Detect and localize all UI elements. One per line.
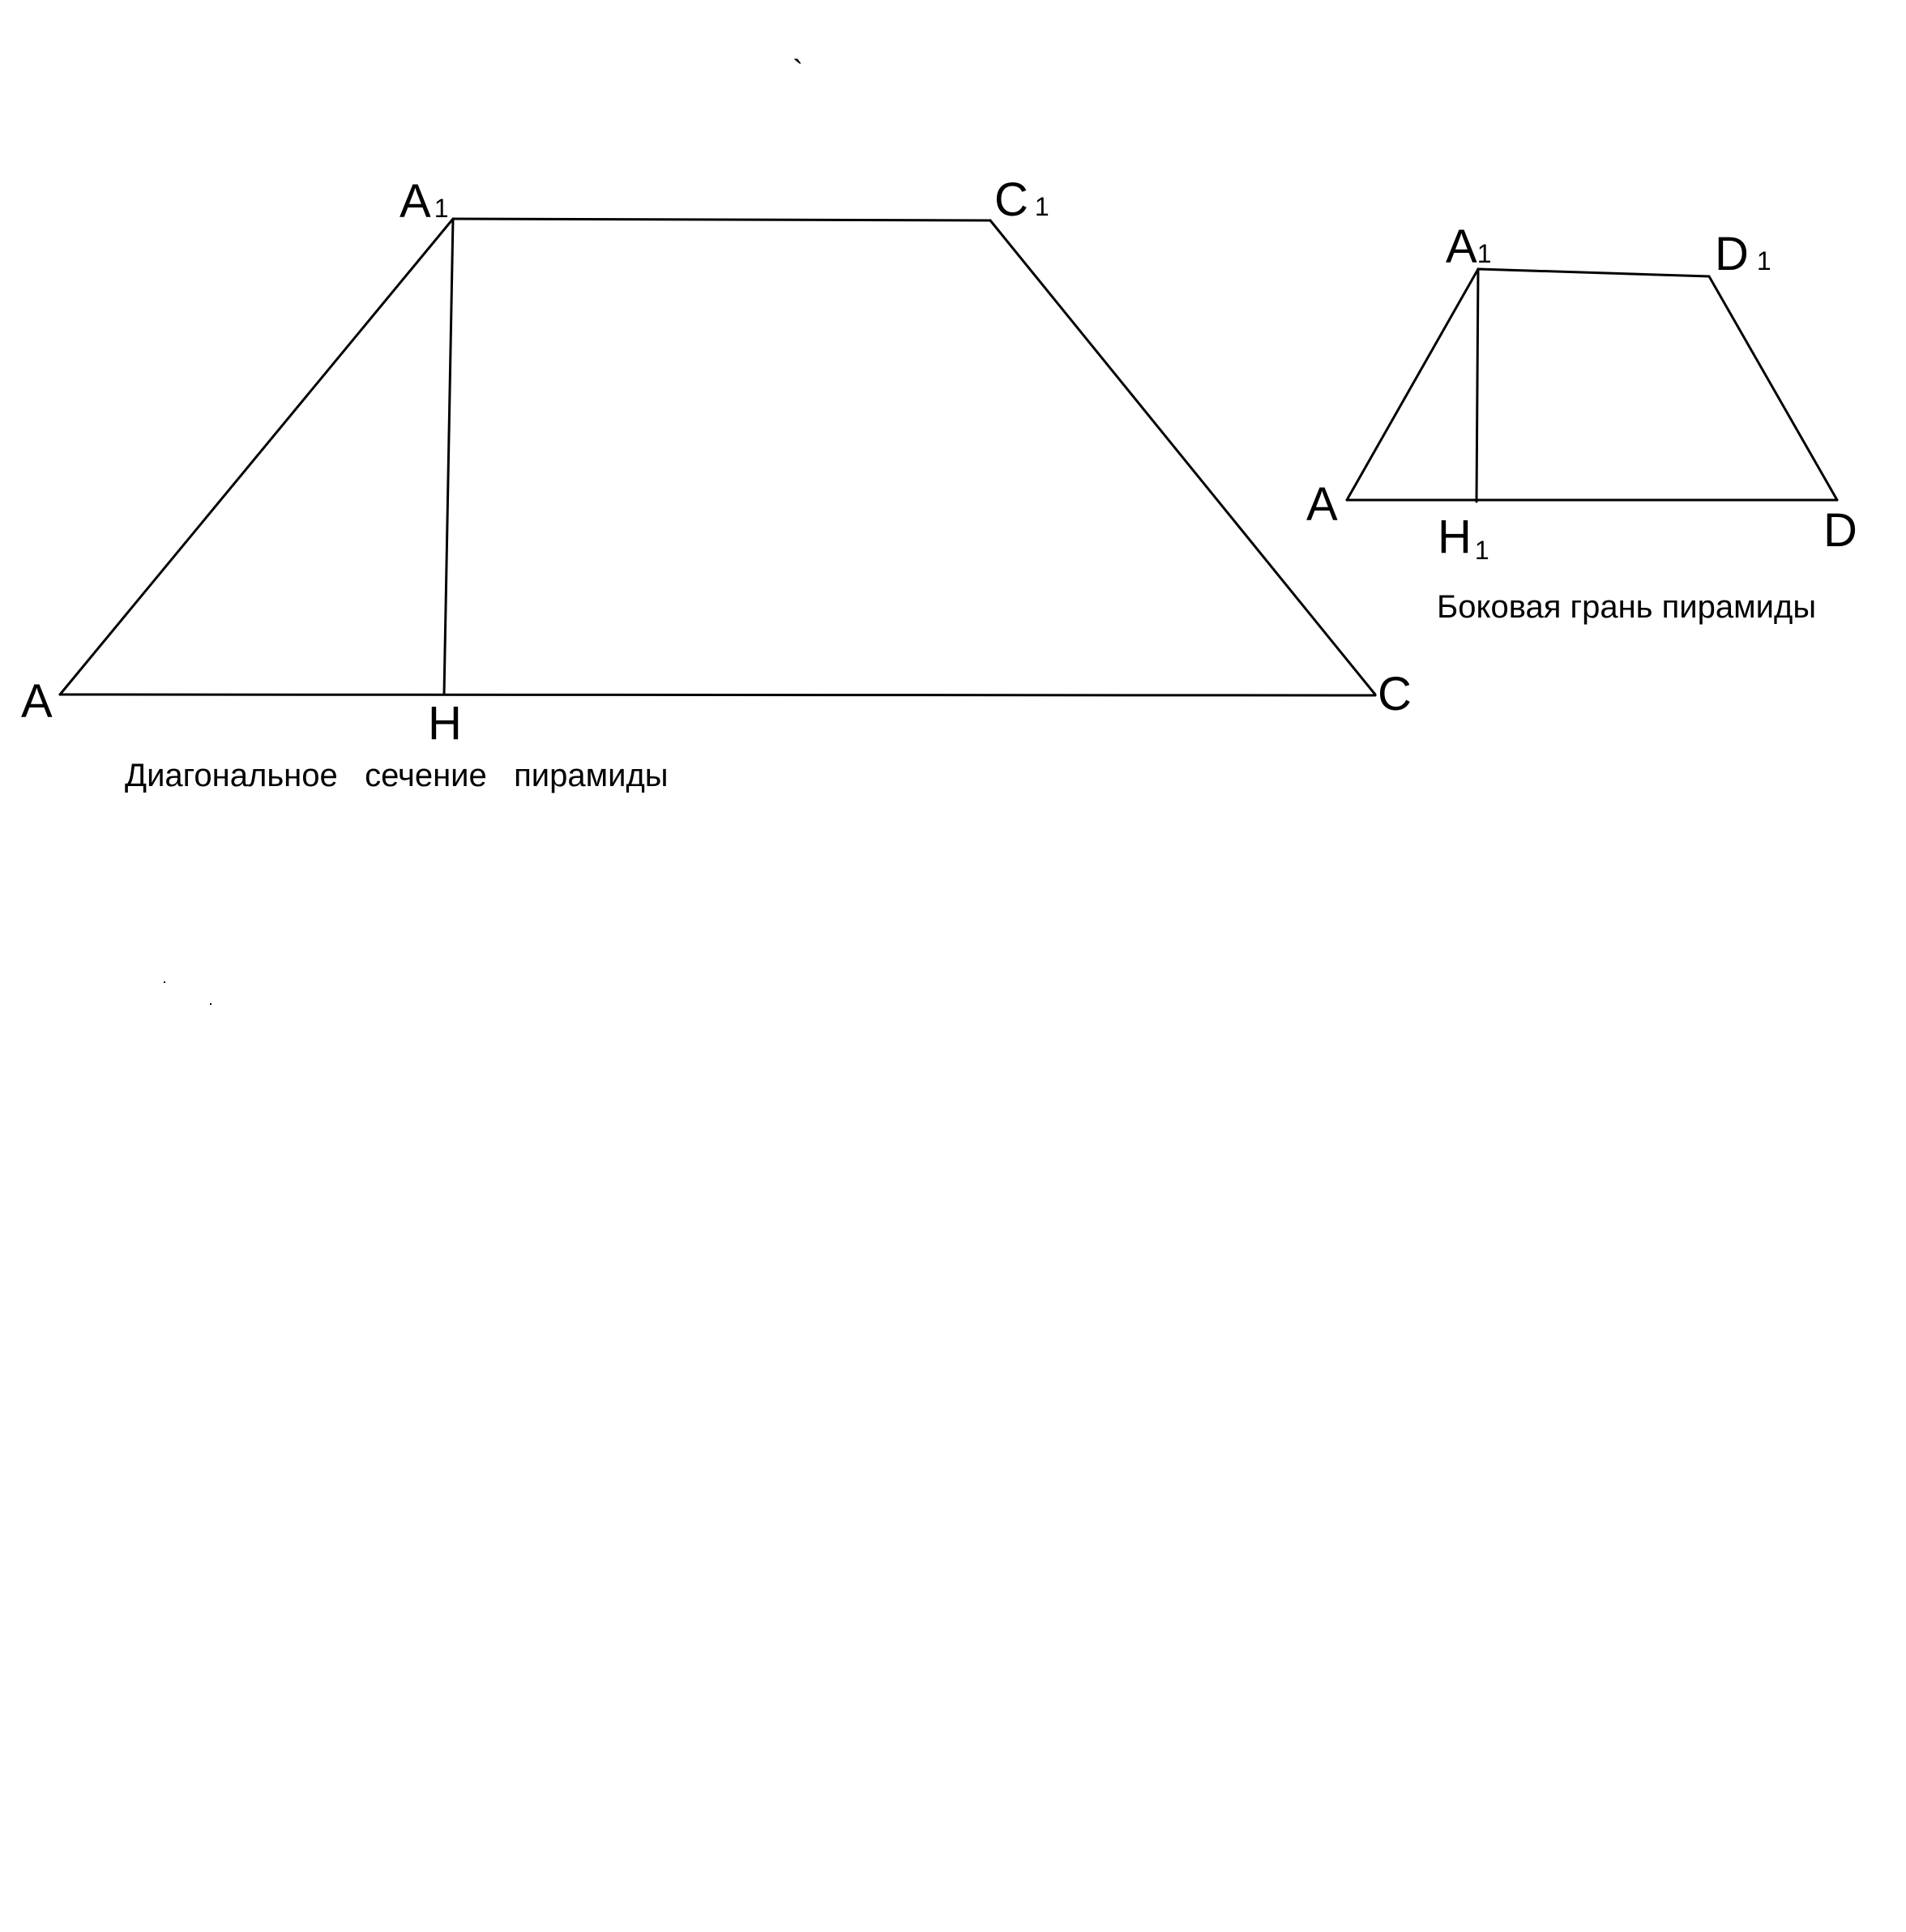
edge-A-A1	[60, 219, 453, 695]
stray-speck	[164, 981, 165, 983]
vertex-label-D1	[1715, 228, 1771, 280]
lateral-face-caption: Боковая грань пирамиды	[1437, 589, 1817, 625]
stray-mark: `	[793, 54, 804, 90]
diagonal-section-caption: Диагональное сечение пирамиды	[125, 758, 669, 793]
vertex-letter-A1: A	[1446, 220, 1477, 273]
vertex-label-A1	[400, 175, 448, 228]
vertex-letter-A1: A	[400, 175, 431, 228]
height-A1-H1	[1477, 269, 1478, 502]
edge-C1-C	[990, 220, 1375, 695]
vertex-label-C1	[994, 173, 1049, 226]
stray-speck	[210, 1003, 212, 1005]
diagonal-section-figure	[21, 173, 1412, 793]
height-A1-H	[444, 219, 453, 695]
lateral-face-figure	[1306, 220, 1857, 625]
vertex-label-H1	[1438, 511, 1489, 565]
vertex-label-H: H	[428, 697, 462, 750]
vertex-subscript-A1: 1	[1477, 239, 1492, 268]
vertex-subscript-D1: 1	[1756, 246, 1771, 276]
vertex-subscript-A1: 1	[434, 194, 449, 223]
edge-A1-C1	[453, 219, 990, 220]
vertex-label-D: D	[1823, 504, 1857, 557]
vertex-letter-H1: H	[1438, 511, 1472, 563]
edge-A-A1	[1347, 269, 1478, 500]
edge-A1-D1	[1478, 269, 1709, 276]
vertex-letter-D1: D	[1715, 228, 1749, 280]
vertex-label-A: A	[1306, 478, 1338, 531]
edge-D1-D	[1709, 276, 1837, 500]
vertex-subscript-C1: 1	[1034, 192, 1049, 221]
vertex-subscript-H1: 1	[1474, 536, 1489, 565]
vertex-letter-C1: C	[994, 173, 1028, 226]
vertex-label-A1	[1446, 220, 1491, 273]
vertex-label-A: A	[21, 675, 53, 728]
vertex-label-C: C	[1378, 668, 1412, 720]
